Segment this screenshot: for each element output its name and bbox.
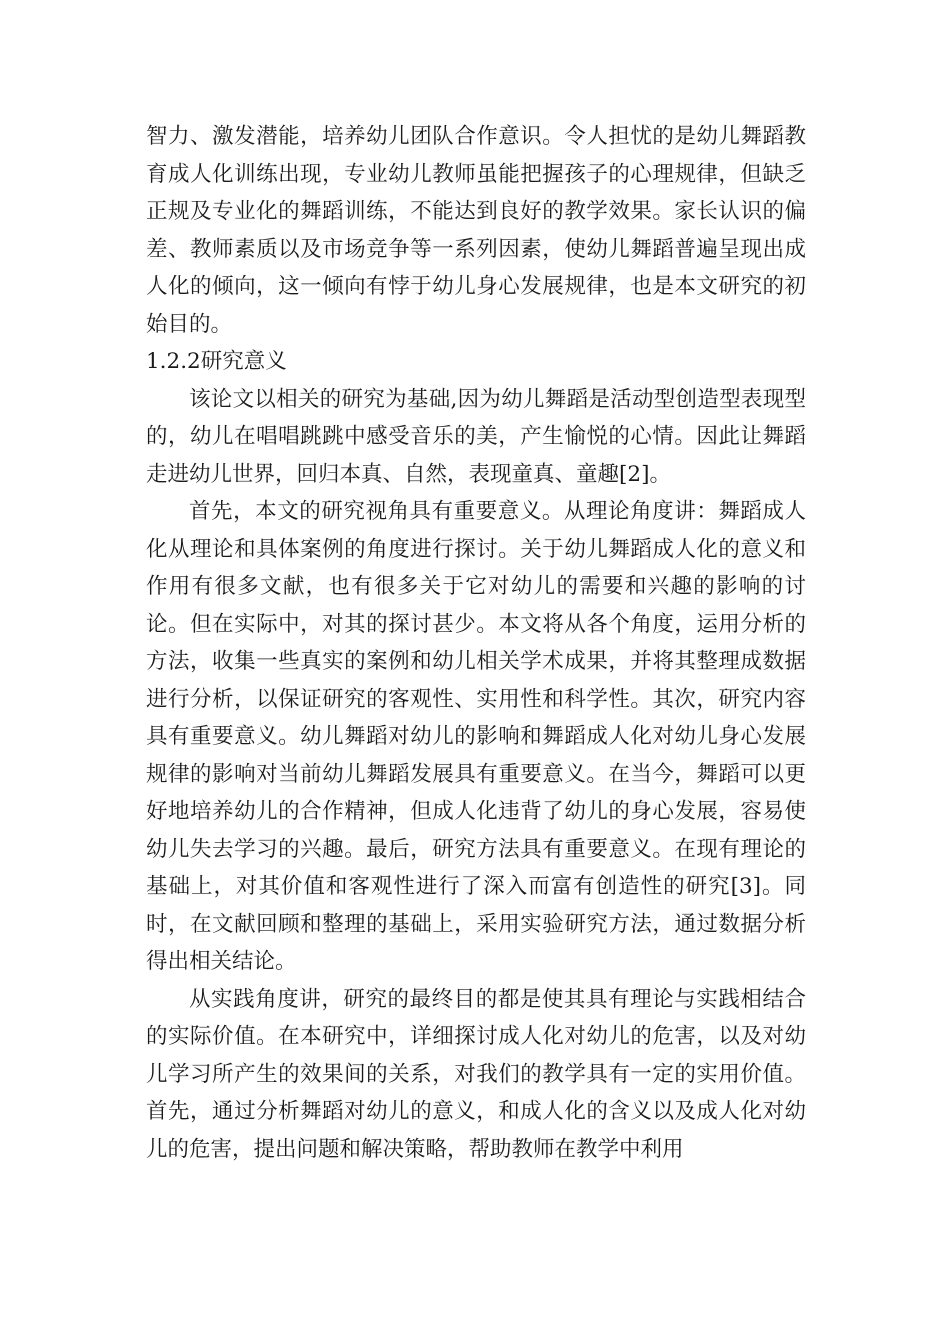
- paragraph: 首先，本文的研究视角具有重要意义。从理论角度讲：舞蹈成人化从理论和具体案例的角度进行探讨。关于幼儿舞蹈成人化的意义和作用有很多文献，也有很多关于它对幼儿的需要和兴趣的影响的讨论。但在实际中，对其的探讨甚少。本文将从各个角度，运用分析的方法，收集一些真实的案例和幼儿相关学术成果，并将其整理成数据进行分析，以保证研究的客观性、实用性和科学性。其次，研究内容具有重要意义。幼儿舞蹈对幼儿的影响和舞蹈成人化对幼儿身心发展规律的影响对当前幼儿舞蹈发展具有重要意义。在当今，舞蹈可以更好地培养幼儿的合作精神，但成人化违背了幼儿的身心发展，容易使幼儿失去学习的兴趣。最后，研究方法具有重要意义。在现有理论的基础上，对其价值和客观性进行了深入而富有创造性的研究[3]。同时，在文献回顾和整理的基础上，采用实验研究方法，通过数据分析得出相关结论。: [146, 499, 806, 974]
- document-body: [146, 118, 806, 1168]
- section-heading: 1.2.2研究意义: [146, 349, 287, 374]
- paragraph: 从实践角度讲，研究的最终目的都是使其具有理论与实践相结合的实际价值。在本研究中，详细探讨成人化对幼儿的危害，以及对幼儿学习所产生的效果间的关系，对我们的教学具有一定的实用价值。首先，通过分析舞蹈对幼儿的意义，和成人化的含义以及成人化对幼儿的危害，提出问题和解决策略，帮助教师在教学中利用: [146, 986, 806, 1162]
- paragraph: 该论文以相关的研究为基础,因为幼儿舞蹈是活动型创造型表现型的，幼儿在唱唱跳跳中感受音乐的美，产生愉悦的心情。因此让舞蹈走进幼儿世界，回归本真、自然，表现童真、童趣[2]。: [146, 386, 806, 487]
- paragraph-continuation: 智力、激发潜能，培养幼儿团队合作意识。令人担忧的是幼儿舞蹈教育成人化训练出现，专业幼儿教师虽能把握孩子的心理规律，但缺乏正规及专业化的舞蹈训练，不能达到良好的教学效果。家长认识的偏差、教师素质以及市场竞争等一系列因素，使幼儿舞蹈普遍呈现出成人化的倾向，这一倾向有悖于幼儿身心发展规律，也是本文研究的初始目的。: [146, 124, 806, 337]
